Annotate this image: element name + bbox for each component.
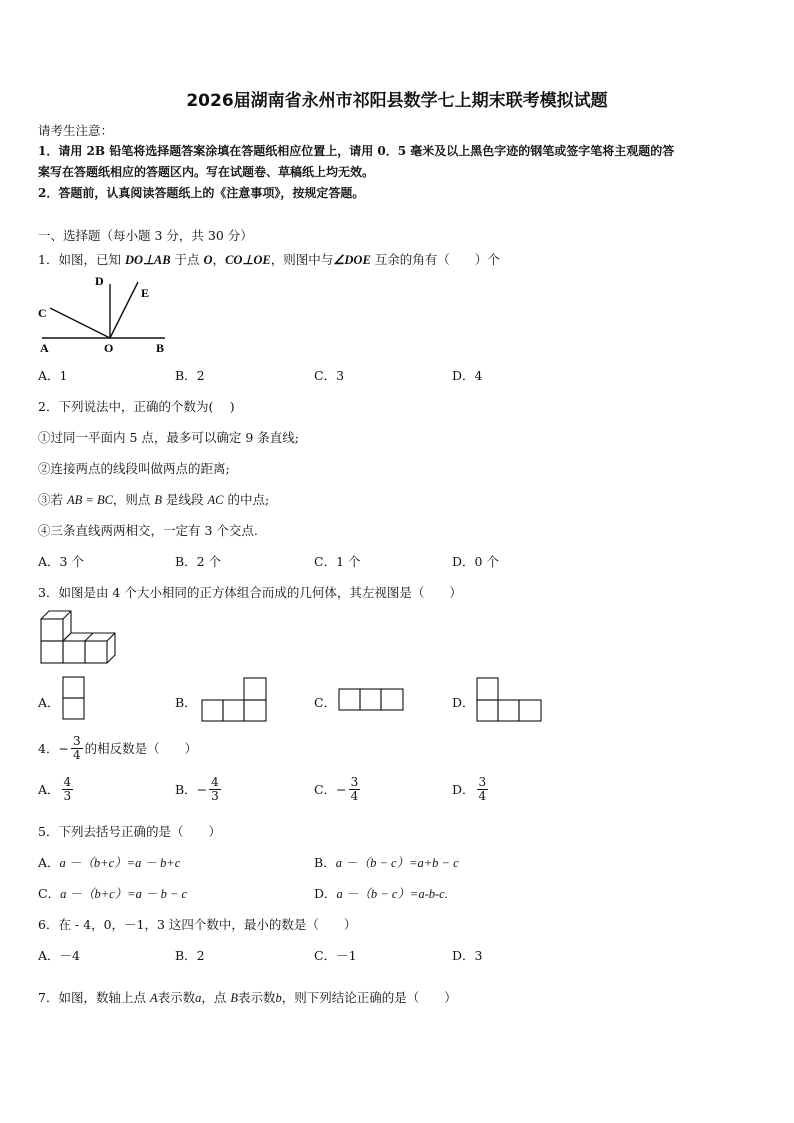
question-6-option-b[interactable]: B．2 [175,948,205,963]
page-title: 2026届湖南省永州市祁阳县数学七上期末联考模拟试题 [186,91,608,111]
question-3-option-d-figure[interactable] [476,677,544,723]
question-2-option-a[interactable]: A．3 个 [38,554,84,569]
question-6-option-d[interactable]: D．3 [452,948,483,963]
cube-solid-figure [38,608,122,666]
notice-item-2: 2．答题前，认真阅读答题纸上的《注意事项》，按规定答题。 [38,186,365,200]
question-1-option-b[interactable]: B．2 [175,368,205,383]
question-2-option-b[interactable]: B．2 个 [175,554,222,569]
question-5-option-c[interactable]: C．a －（b+c）=a － b − c [38,886,188,901]
question-4-option-c[interactable]: C． − $\frac{3}{4}$ [314,775,359,803]
point-label-b: B [156,341,165,355]
question-4-option-d[interactable]: D． $\frac{3}{4}$ [452,775,487,803]
question-3-option-c-figure[interactable] [338,688,406,712]
question-4-option-b[interactable]: B． − $\frac{4}{3}$ [175,775,219,803]
point-label-e: E [141,286,150,300]
point-label-c: C [38,306,47,320]
question-6-stem: 6．在 - 4，0，－1，3 这四个数中，最小的数是（ ） [38,917,357,932]
fraction: $\frac{3}{4}$ [72,734,81,762]
question-3-option-b-figure[interactable] [201,677,269,723]
question-6-option-c[interactable]: C．－1 [314,948,357,963]
question-3-option-a-figure[interactable] [62,676,86,722]
question-3-option-d-label[interactable]: D． [452,695,475,710]
question-5-option-b[interactable]: B．a －（b − c）=a+b − c [314,855,459,870]
point-label-a: A [40,341,49,355]
notice-heading: 请考生注意： [38,123,114,138]
question-1-option-a[interactable]: A．1 [38,368,68,383]
question-3-option-b-label[interactable]: B． [175,695,197,710]
notice-item-1-line-1: 1．请用 2B 铅笔将选择题答案涂填在答题纸相应位置上，请用 0．5 毫米及以上黑色字迹的钢笔或签字笔将主观题的答 [38,144,675,158]
question-3-option-c-label[interactable]: C． [314,695,337,710]
question-1-stem: 1．如图，已知 DO⊥AB 于点 O，CO⊥OE，则图中与∠DOE 互余的角有（ ）个 [38,252,500,267]
question-2-statement-3: ③若 AB = BC，则点 B 是线段 AC 的中点; [38,492,270,507]
question-5-option-d[interactable]: D．a －（b − c）=a-b-c. [314,886,448,901]
notice-item-1-line-2: 案写在答题纸相应的答题区内。写在试题卷、草稿纸上均无效。 [38,165,375,179]
section-heading: 一、选择题（每小题 3 分，共 30 分） [38,228,253,243]
question-2-stem: 2．下列说法中，正确的个数为( ) [38,399,235,414]
question-2-option-d[interactable]: D．0 个 [452,554,499,569]
point-label-d: D [95,274,104,288]
question-6-option-a[interactable]: A．－4 [38,948,80,963]
question-2-statement-1: ①过同一平面内 5 点，最多可以确定 9 条直线; [38,430,300,445]
question-1-option-d[interactable]: D．4 [452,368,483,383]
question-7-stem: 7．如图，数轴上点 A表示数a，点 B表示数b，则下列结论正确的是（ ） [38,990,457,1005]
question-2-statement-2: ②连接两点的线段叫做两点的距离; [38,461,230,476]
question-2-option-c[interactable]: C．1 个 [314,554,361,569]
question-2-statement-4: ④三条直线两两相交，一定有 3 个交点. [38,523,258,538]
question-4-stem: 4． − $\frac{3}{4}$ 的相反数是（ ） [38,734,198,762]
angle-figure [30,270,180,360]
question-3-option-a-label[interactable]: A． [38,695,60,710]
question-4-option-a[interactable]: A． $\frac{4}{3}$ [38,775,72,803]
question-3-stem: 3．如图是由 4 个大小相同的正方体组合而成的几何体，其左视图是（ ） [38,585,462,600]
point-label-o: O [104,341,114,355]
question-5-stem: 5．下列去括号正确的是（ ） [38,824,221,839]
question-5-option-a[interactable]: A．a －（b+c）=a － b+c [38,855,181,870]
question-1-option-c[interactable]: C．3 [314,368,345,383]
